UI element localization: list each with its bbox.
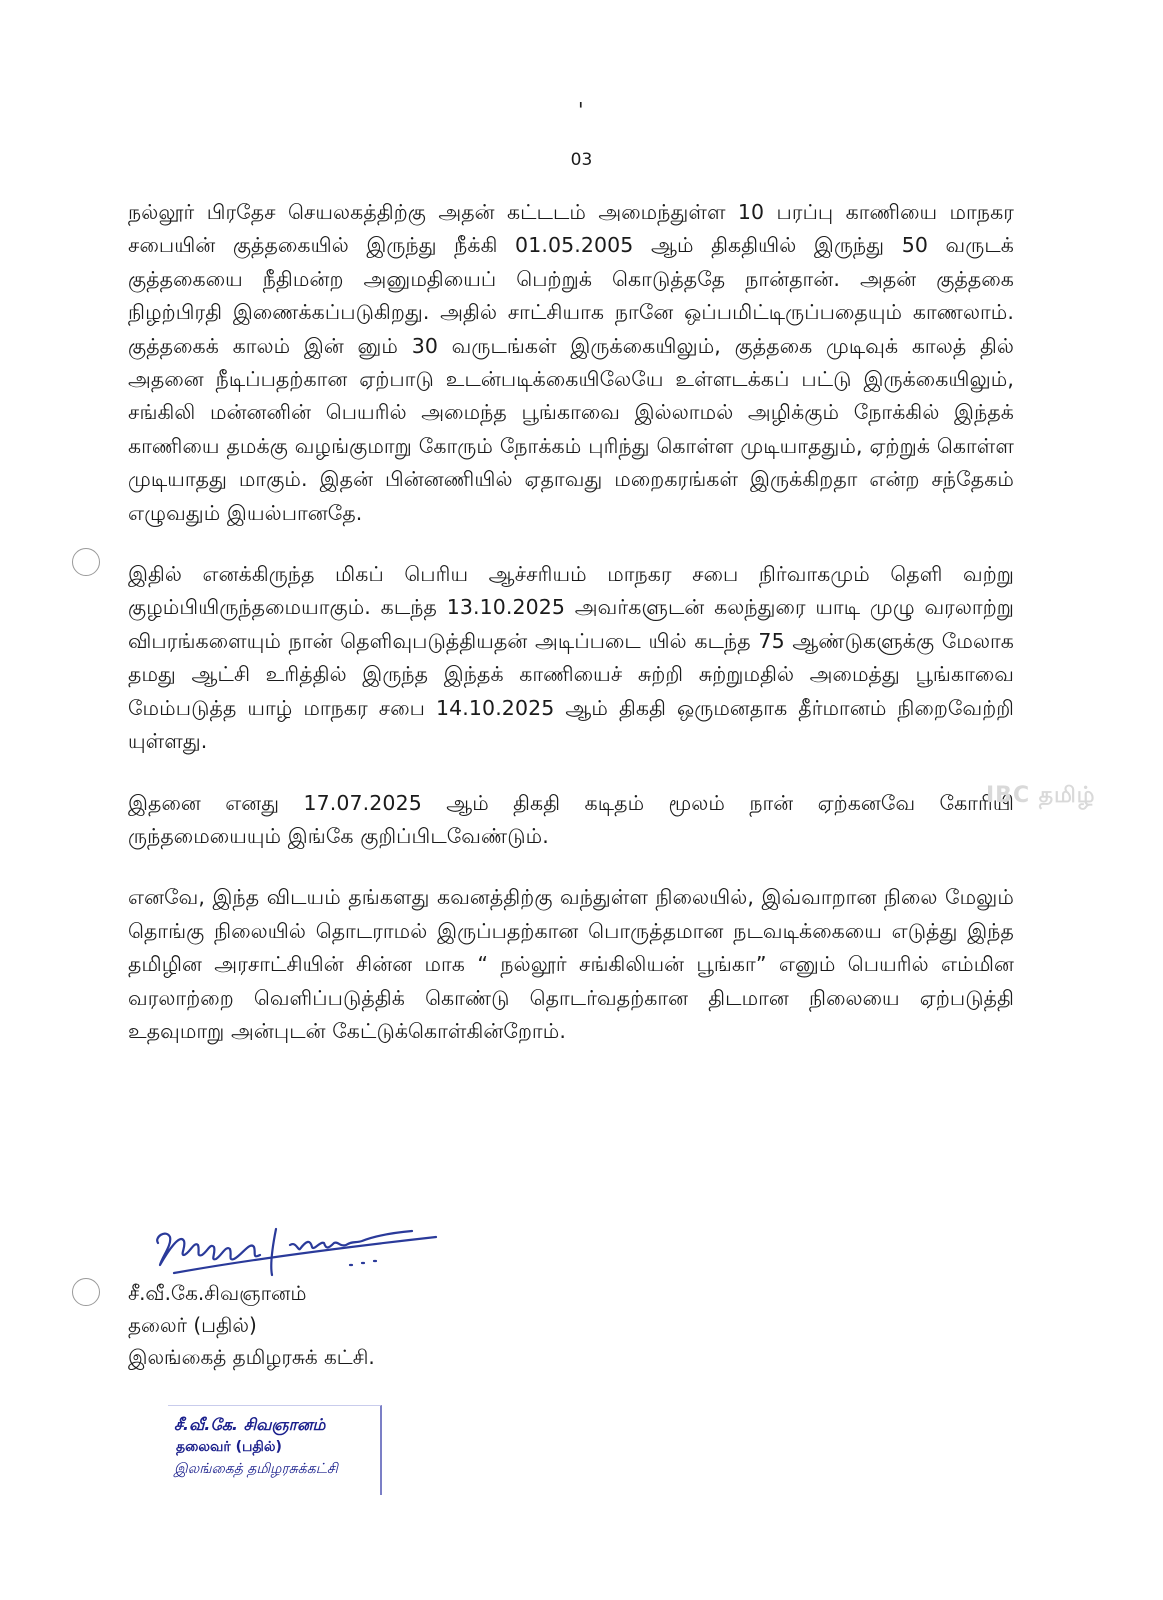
punch-hole-bottom — [72, 1278, 100, 1306]
stamp-title: தலைவர் (பதில்) — [176, 1439, 282, 1455]
signatory-name: சீ.வீ.கே.சிவஞானம் — [128, 1281, 307, 1305]
ibc-watermark: IBC தமிழ் — [986, 783, 1096, 808]
punch-hole-top — [72, 548, 100, 576]
stamp-name: சீ.வீ.கே. சிவஞானம் — [174, 1415, 326, 1434]
signatory-title: தலைர் (பதில்) — [128, 1313, 257, 1337]
stamp-party: இலங்கைத் தமிழரசுக்கட்சி — [174, 1461, 338, 1477]
page-number: 03 — [570, 150, 593, 170]
paragraph-1: நல்லூர் பிரதேச செயலகத்திற்கு அதன் கட்டடம் அமைந்துள்ள 10 பரப்பு காணியை மாநகர சபையின் குத்தகையில் இருந்து நீக்கி 01.05.2005 ஆம் திகதியில் இருந்து 50 வருடக் குத்தகையை நீதிமன்ற அனுமதியைப் பெற்றுக் கொடுத்ததே நான்தான். அதன் குத்தகை நிழற்பிரதி இணைக்கப்படுகிறது. அதில் சாட்சியாக நானே ஒப்பமிட்டிருப்பதையும் காணலாம். குத்தகைக் காலம் இன் னும் 30 வருடங்கள் இருக்கையிலும், குத்தகை முடிவுக் காலத் தில் அதனை நீடிப்பதற்கான ஏற்பாடு உடன்படிக்கையிலேயே உள்ளடக்கப் பட்டு இருக்கையிலும், சங்கிலி மன்னனின் பெயரில் அமைந்த பூங்காவை இல்லாமல் அழிக்கும் நோக்கில் இந்தக் காணியை தமக்கு வழங்குமாறு கோரும் நோக்கம் புரிந்து கொள்ள முடியாததும், ஏற்றுக் கொள்ள முடியாதது மாகும். இதன் பின்னணியில் ஏதாவது மறைகரங்கள் இருக்கிறதா என்ற சந்தேகம் எழுவதும் இயல்பானதே. — [128, 200, 1014, 525]
official-stamp — [168, 1405, 382, 1495]
top-mark: ' — [578, 98, 584, 122]
paragraph-4: எனவே, இந்த விடயம் தங்களது கவனத்திற்கு வந்துள்ள நிலையில், இவ்வாறான நிலை மேலும் தொங்கு நிலையில் தொடராமல் இருப்பதற்கான பொருத்தமான நடவடிக்கையை எடுத்து இந்த தமிழின அரசாட்சியின் சின்ன மாக “ நல்லூர் சங்கிலியன் பூங்கா” எனும் பெயரில் எம்மின வரலாற்றை வெளிப்படுத்திக் கொண்டு தொடர்வதற்கான திடமான நிலையை ஏற்படுத்தி உதவுமாறு அன்புடன் கேட்டுக்கொள்கின்றோம். — [128, 885, 1014, 1043]
letter-body — [128, 196, 1014, 1076]
paragraph-2: இதில் எனக்கிருந்த மிகப் பெரிய ஆச்சரியம் மாநகர சபை நிர்வாகமும் தெளி வற்று குழம்பியிருந்தமையாகும். கடந்த 13.10.2025 அவர்களுடன் கலந்துரை யாடி முழு வரலாற்று விபரங்களையும் நான் தெளிவுபடுத்தியதன் அடிப்படை யில் கடந்த 75 ஆண்டுகளுக்கு மேலாக தமது ஆட்சி உரித்தில் இருந்த இந்தக் காணியைச் சுற்றி சுற்றுமதில் அமைத்து பூங்காவை மேம்படுத்த யாழ் மாநகர சபை 14.10.2025 ஆம் திகதி ஒருமனதாக தீர்மானம் நிறைவேற்றி யுள்ளது. — [128, 562, 1014, 754]
paragraph-3: இதனை எனது 17.07.2025 ஆம் திகதி கடிதம் மூலம் நான் ஏற்கனவே கோரியி ருந்தமையையும் இங்கே குறிப்பிடவேண்டும். — [128, 790, 1014, 848]
handwritten-signature-icon — [150, 1215, 450, 1285]
signatory-party: இலங்கைத் தமிழரசுக் கட்சி. — [128, 1345, 375, 1369]
